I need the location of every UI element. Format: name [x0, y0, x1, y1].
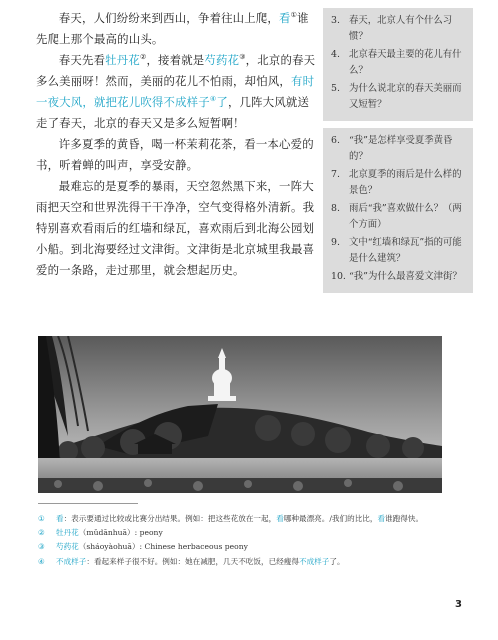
- question-item: [331, 81, 465, 113]
- text-run: ，几阵大风就送走了春天，北京的春天又是多么短暂啊！: [36, 95, 310, 130]
- footnote-body: [56, 512, 468, 526]
- footnote-index: ②: [38, 528, 45, 538]
- question-number: 6.: [331, 135, 340, 146]
- footnote-body: [56, 555, 468, 569]
- text-run: 谁先爬上那个最高的山头。: [36, 11, 309, 46]
- text-run: ，接着就是: [146, 53, 205, 67]
- question-item: [331, 167, 465, 199]
- questions-sidebar: [323, 8, 473, 356]
- article-text: [36, 8, 316, 281]
- text-run: 谁跑得快。: [385, 514, 424, 523]
- text-run: 哪种最漂亮。/我们的比比，: [283, 514, 378, 523]
- question-number: 9.: [331, 237, 340, 248]
- question-item: [331, 235, 465, 267]
- footnote-item: [38, 526, 468, 540]
- question-number: 7.: [331, 169, 340, 180]
- footnote-item: [38, 540, 468, 554]
- text-run: 了。: [329, 556, 345, 566]
- question-text: 北京春天最主要的花儿有什么？: [349, 49, 462, 76]
- paragraph: [36, 176, 316, 281]
- footnote-body: [56, 540, 468, 554]
- paragraph: [36, 8, 316, 50]
- question-number: 10.: [331, 271, 346, 282]
- highlighted-text: 不成样子: [56, 556, 87, 566]
- question-text: 雨后“我”喜欢做什么？（两个方面）: [349, 203, 462, 230]
- text-run: 春天，人们纷纷来到西山，争着往山上爬，: [58, 11, 280, 25]
- text-run: （sháoyàohuā）: Chinese herbaceous peony: [78, 542, 248, 552]
- text-run: 许多夏季的黄昏，喝一杯茉莉花茶，看一本心爱的书，听着蝉的叫声，享受安静。: [36, 137, 314, 172]
- highlighted-text: 牡丹花: [56, 528, 79, 538]
- question-item: [331, 47, 465, 79]
- text-run: （mǔdānhuā）: peony: [78, 528, 163, 538]
- question-number: 5.: [331, 83, 340, 94]
- question-item: [331, 269, 465, 285]
- footnote-item: [38, 555, 468, 569]
- question-number: 3.: [331, 15, 340, 26]
- highlighted-text: 芍药花: [204, 53, 240, 67]
- question-item: [331, 201, 465, 233]
- question-text: 北京夏季的雨后是什么样的景色？: [349, 169, 462, 196]
- highlighted-text: 芍药花: [56, 542, 79, 552]
- question-box: [323, 128, 473, 293]
- text-run: ，北京的春天多么美丽呀！然而，美丽的花儿不怕雨，却怕风，: [36, 53, 316, 88]
- highlighted-text: 了: [216, 95, 228, 109]
- highlighted-text: 看: [56, 514, 64, 523]
- question-number: 4.: [331, 49, 340, 60]
- question-number: 8.: [331, 203, 340, 214]
- question-text: “我”是怎样享受夏季黄昏的？: [349, 135, 453, 162]
- question-text: 为什么说北京的春天美丽而又短暂？: [349, 83, 462, 110]
- paragraph: [36, 50, 316, 134]
- footnote-marker: ①: [290, 11, 298, 20]
- page-number: 3: [455, 599, 462, 610]
- text-run: 最难忘的是夏季的暴雨，天空忽然黑下来，一阵大雨把天空和世界洗得干干净净，空气变得格外清新。我特别喜欢看雨后的红墙和绿瓦，喜欢雨后到北海公园划小船。到北海要经过文津街。文津街是北京城里我最喜爱的一条路，走过那里，就会想起历史。: [36, 179, 315, 277]
- highlighted-text: 牡丹花: [105, 53, 140, 67]
- question-text: 文中“红墙和绿瓦”指的可能是什么建筑？: [349, 237, 462, 264]
- highlighted-text: 不成样子: [299, 556, 330, 566]
- highlighted-text: 看: [377, 514, 386, 523]
- paragraph: [36, 134, 316, 176]
- footnote-index: ①: [38, 514, 45, 523]
- footnote-body: [56, 526, 468, 540]
- footnote-index: ④: [38, 556, 45, 566]
- text-run: ：表示要通过比较或比赛分出结果。例如：把这些花放在一起，: [63, 514, 277, 523]
- highlighted-text: 看: [279, 11, 291, 25]
- footnote-divider: [38, 503, 138, 504]
- question-text: “我”为什么最喜爱文津街？: [349, 271, 462, 282]
- question-item: [331, 133, 465, 165]
- question-text: 春天，北京人有个什么习惯？: [349, 15, 453, 42]
- footnote-item: [38, 512, 468, 526]
- highlighted-text: 看: [276, 514, 284, 523]
- footnote-marker: ④: [209, 95, 217, 104]
- footnote-marker: ②: [139, 53, 147, 62]
- beihai-park-photo: [38, 336, 442, 493]
- question-box: [323, 8, 473, 121]
- highlighted-text: 有时一夜大风，就把花儿吹得不成样子: [36, 74, 315, 109]
- text-run: ：看起来样子很不好。例如：她在减肥，几天不吃饭，已经瘦得: [86, 556, 299, 566]
- footnote-index: ③: [38, 542, 45, 552]
- footnotes: [38, 512, 468, 569]
- question-item: [331, 13, 465, 45]
- text-run: 春天先看: [58, 53, 106, 67]
- footnote-marker: ③: [239, 53, 246, 62]
